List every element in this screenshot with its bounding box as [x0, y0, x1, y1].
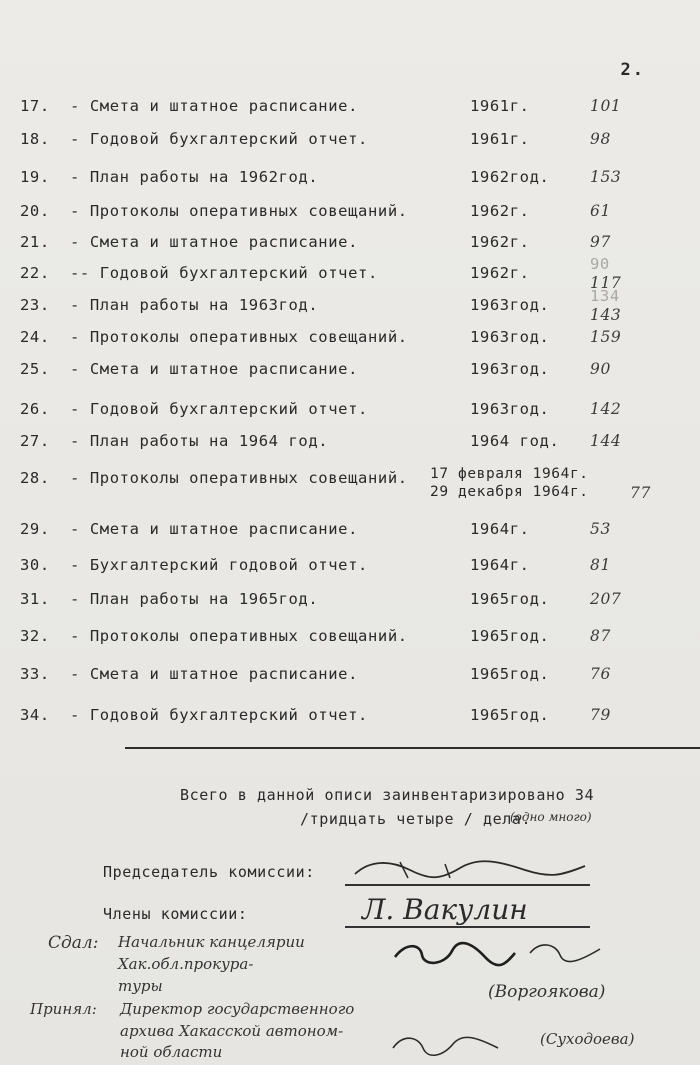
- item-number: 26.: [20, 400, 50, 418]
- list-item: [0, 432, 700, 456]
- item-title: - Годовой бухгалтерский отчет.: [70, 706, 368, 724]
- item-sheet-count: 97: [590, 233, 611, 251]
- item-year: 1964г.: [470, 556, 530, 574]
- member-signature: Л. Вакулин: [362, 893, 528, 926]
- item-number: 21.: [20, 233, 50, 251]
- item-year: 1963год.: [470, 296, 550, 314]
- item-sheet-count: 81: [590, 556, 611, 574]
- received-text-3: ной области: [120, 1043, 223, 1061]
- item-sheet-count: 98: [590, 130, 611, 148]
- list-item: [0, 202, 700, 226]
- received-name: (Суходоева): [540, 1030, 635, 1048]
- item-title: - Смета и штатное расписание.: [70, 233, 359, 251]
- item-sheet-count: 87: [590, 627, 611, 645]
- item-sheet-count: 207: [590, 590, 622, 608]
- list-item: [0, 706, 700, 730]
- item-title: - Смета и штатное расписание.: [70, 360, 359, 378]
- handed-name: (Воргоякова): [488, 982, 606, 1002]
- list-item: [0, 233, 700, 257]
- item-title: - План работы на 1963год.: [70, 296, 319, 314]
- item-year: 1965год.: [470, 627, 550, 645]
- item-number: 24.: [20, 328, 50, 346]
- item-title: - Смета и штатное расписание.: [70, 97, 359, 115]
- item-year: 1963год.: [470, 360, 550, 378]
- page-number: 2.: [620, 60, 645, 80]
- divider-line: [125, 747, 700, 749]
- item-old-count: 90: [590, 255, 610, 273]
- item-sheet-count: 159: [590, 328, 622, 346]
- list-item: [0, 287, 700, 324]
- item-year: 1962год.: [470, 168, 550, 186]
- list-item: [0, 360, 700, 384]
- item-sheet-count: 79: [590, 706, 611, 724]
- list-item: [0, 466, 700, 502]
- item-title: - Смета и штатное расписание.: [70, 520, 359, 538]
- chair-signature: [350, 856, 590, 886]
- item-number: 32.: [20, 627, 50, 645]
- item-number: 34.: [20, 706, 50, 724]
- item-title: - Смета и штатное расписание.: [70, 665, 359, 683]
- item-sheet-count: 101: [590, 97, 622, 115]
- item-sheet-count: 117: [590, 274, 622, 292]
- list-item: [0, 97, 700, 121]
- list-item: [0, 520, 700, 544]
- list-item: [0, 590, 700, 614]
- item-title: - Годовой бухгалтерский отчет.: [70, 130, 368, 148]
- list-item: [0, 255, 700, 292]
- item-title: - Годовой бухгалтерский отчет.: [70, 400, 368, 418]
- item-year: 1965год.: [470, 706, 550, 724]
- item-number: 25.: [20, 360, 50, 378]
- item-year: 1962г.: [470, 264, 530, 282]
- item-year: 1962г.: [470, 202, 530, 220]
- item-title: - Протоколы оперативных совещаний.: [70, 328, 408, 346]
- item-title: - Протоколы оперативных совещаний.: [70, 202, 408, 220]
- item-number: 18.: [20, 130, 50, 148]
- list-item: [0, 665, 700, 689]
- item-number: 33.: [20, 665, 50, 683]
- list-item: [0, 130, 700, 154]
- item-year: 1964 год.: [470, 432, 560, 450]
- item-sheet-count: 53: [590, 520, 611, 538]
- handed-text-3: туры: [118, 977, 163, 995]
- item-sheet-count: 77: [630, 484, 651, 502]
- summary-total: Всего в данной описи заинвентаризировано 34: [180, 786, 595, 804]
- list-item: [0, 556, 700, 580]
- item-number: 31.: [20, 590, 50, 608]
- item-number: 19.: [20, 168, 50, 186]
- item-year: 1961г.: [470, 97, 530, 115]
- received-text-1: Директор государственного: [120, 1000, 355, 1018]
- item-number: 17.: [20, 97, 50, 115]
- list-item: [0, 627, 700, 651]
- handed-text-1: Начальник канцелярии: [118, 933, 305, 951]
- item-title: - Протоколы оперативных совещаний.: [70, 627, 408, 645]
- item-number: 22.: [20, 264, 50, 282]
- handed-text-2: Хак.обл.прокура-: [118, 955, 254, 973]
- handed-signature: [390, 935, 620, 975]
- item-number: 29.: [20, 520, 50, 538]
- list-item: [0, 328, 700, 352]
- item-old-count: 134: [590, 287, 620, 305]
- item-title: - План работы на 1964 год.: [70, 432, 329, 450]
- item-title: -- Годовой бухгалтерский отчет.: [70, 264, 378, 282]
- list-item: [0, 168, 700, 192]
- members-label: Члены комиссии:: [103, 905, 248, 923]
- item-title: - План работы на 1965год.: [70, 590, 319, 608]
- item-year: 1965год.: [470, 590, 550, 608]
- item-sheet-count: 153: [590, 168, 622, 186]
- item-sheet-count: 143: [590, 306, 622, 324]
- item-year: 17 февраля 1964г.: [430, 466, 589, 482]
- item-number: 20.: [20, 202, 50, 220]
- summary-words: /тридцать четыре / дела.: [300, 810, 532, 828]
- received-text-2: архива Хакасской автоном-: [120, 1022, 344, 1040]
- item-year: 1964г.: [470, 520, 530, 538]
- chair-label: Председатель комиссии:: [103, 863, 315, 881]
- item-sheet-count: 76: [590, 665, 611, 683]
- item-number: 28.: [20, 469, 50, 487]
- member-signature-line: [345, 926, 590, 928]
- received-label: Принял:: [30, 1000, 97, 1018]
- item-number: 30.: [20, 556, 50, 574]
- item-sheet-count: 142: [590, 400, 622, 418]
- handed-label: Сдал:: [48, 933, 99, 953]
- item-year: 1962г.: [470, 233, 530, 251]
- item-year: 1963год.: [470, 328, 550, 346]
- item-sheet-count: 90: [590, 360, 611, 378]
- item-number: 23.: [20, 296, 50, 314]
- item-sheet-count: 144: [590, 432, 622, 450]
- item-year: 1963год.: [470, 400, 550, 418]
- item-title: - Бухгалтерский годовой отчет.: [70, 556, 368, 574]
- item-year: 1965год.: [470, 665, 550, 683]
- summary-handwritten-note: (одно много): [510, 810, 592, 824]
- item-number: 27.: [20, 432, 50, 450]
- received-signature: [388, 1030, 508, 1060]
- item-year-end: 29 декабря 1964г.: [430, 484, 589, 500]
- list-item: [0, 400, 700, 424]
- item-title: - План работы на 1962год.: [70, 168, 319, 186]
- item-year: 1961г.: [470, 130, 530, 148]
- item-title: - Протоколы оперативных совещаний.: [70, 469, 408, 487]
- item-sheet-count: 61: [590, 202, 611, 220]
